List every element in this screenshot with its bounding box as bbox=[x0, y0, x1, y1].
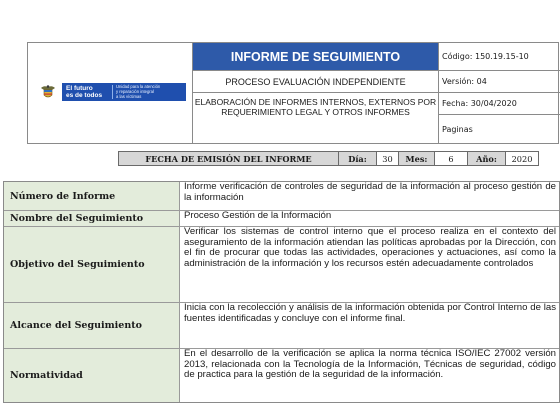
table-row bbox=[4, 349, 559, 402]
table-row bbox=[4, 227, 559, 303]
table-row bbox=[4, 303, 559, 349]
row-value: Verificar los sistemas de control interno que el proceso realiza en el contexto del aseguramiento de la información atiendan las políticas aprobadas por la Dirección, con el fin de procurar que todas las actividades, operaciones y actuaciones, así como la administración de la información y los recursos estén adecuadamente controlados bbox=[184, 227, 556, 269]
day-label: Día: bbox=[339, 152, 377, 165]
logo-banner bbox=[62, 83, 186, 101]
table-row bbox=[4, 182, 559, 211]
day-value: 30 bbox=[377, 152, 399, 165]
emission-label: FECHA DE EMISIÓN DEL INFORME bbox=[119, 152, 339, 165]
document-date: Fecha: 30/04/2020 bbox=[438, 93, 560, 115]
year-label: Año: bbox=[468, 152, 506, 165]
table-row bbox=[4, 211, 559, 227]
row-label: Alcance del Seguimiento bbox=[4, 303, 180, 348]
document-pages: Paginas bbox=[438, 115, 560, 143]
row-value: Inicia con la recolección y análisis de la información obtenida por Control Interno de las fuentes identificadas y concluye con el informe final. bbox=[184, 303, 556, 324]
month-label: Mes: bbox=[399, 152, 435, 165]
row-value: Proceso Gestión de la Información bbox=[184, 211, 332, 221]
row-value: En el desarrollo de la verificación se aplica la norma técnica ISO/IEC 27002 versión 2013, relacionada con la Tecnología de la Información, Técnicas de seguridad, código de practica para la gestión de la seguridad de la información. bbox=[184, 349, 556, 380]
institution-logo bbox=[32, 81, 188, 101]
report-header bbox=[27, 42, 559, 144]
document-version: Versión: 04 bbox=[438, 71, 560, 93]
row-label: Objetivo del Seguimiento bbox=[4, 227, 180, 302]
row-label: Normatividad bbox=[4, 349, 180, 402]
month-value: 6 bbox=[435, 152, 468, 165]
logo-slogan: El futuro es de todos bbox=[66, 85, 103, 99]
escudo-colombia-icon bbox=[40, 84, 56, 100]
process-name: PROCESO EVALUACIÓN INDEPENDIENTE bbox=[193, 71, 438, 93]
row-label: Número de Informe bbox=[4, 182, 180, 210]
logo-divider bbox=[112, 85, 113, 99]
logo-cell bbox=[28, 43, 193, 143]
year-value: 2020 bbox=[511, 153, 533, 164]
elaboration-text: ELABORACIÓN DE INFORMES INTERNOS, EXTERNOS POR REQUERIMIENTO LEGAL Y OTROS INFORMES bbox=[194, 97, 437, 117]
report-title: INFORME DE SEGUIMIENTO bbox=[193, 43, 438, 71]
document-code: Código: 150.19.15-10 bbox=[438, 43, 560, 71]
logo-entity-name: Unidad para la atención y reparación integral a las víctimas bbox=[116, 84, 161, 99]
report-details-table bbox=[3, 181, 560, 403]
row-value: Informe verificación de controles de seguridad de la información al proceso gestión de la información bbox=[184, 182, 556, 203]
emission-date-strip bbox=[118, 151, 539, 166]
row-label: Nombre del Seguimiento bbox=[4, 211, 180, 226]
